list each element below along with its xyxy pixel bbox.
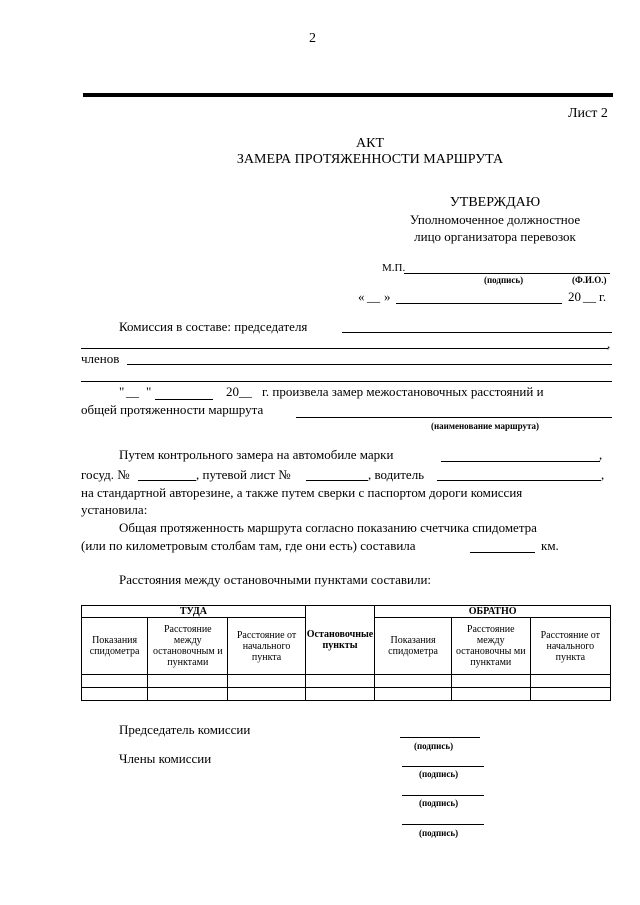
chairman-signature-caption: (подпись) <box>414 741 454 751</box>
approval-year-prefix: 20 <box>568 289 581 304</box>
table-cell[interactable] <box>305 675 374 688</box>
col-stops: Остановочные пункты <box>305 606 374 675</box>
table-cell[interactable] <box>530 675 610 688</box>
measurement-year[interactable]: 20__ <box>226 384 252 399</box>
table-cell[interactable] <box>148 675 228 688</box>
measurement-text-line1: г. произвела замер межостановочных расстояний и <box>262 384 544 399</box>
approval-date-open-quote: « <box>358 289 365 304</box>
member-signature-caption-3: (подпись) <box>419 828 459 838</box>
waybill-label: , путевой лист № <box>196 467 291 482</box>
route-name-line[interactable] <box>296 417 612 418</box>
col-from-start-forward: Расстояние от начального пункта <box>228 618 305 675</box>
header-rule <box>83 93 613 97</box>
member-signature-line-1[interactable] <box>402 766 484 767</box>
act-subtitle: ЗАМЕРА ПРОТЯЖЕННОСТИ МАРШРУТА <box>236 152 504 167</box>
driver-label: , водитель <box>368 467 425 482</box>
vehicle-line4: установила: <box>81 502 148 517</box>
members-continuation-line[interactable] <box>81 381 612 382</box>
member-signature-line-2[interactable] <box>402 795 484 796</box>
commission-comma: , <box>607 336 611 351</box>
approval-fio-caption: (Ф.И.О.) <box>572 275 607 285</box>
table-cell[interactable] <box>375 675 452 688</box>
table-cell[interactable] <box>148 688 228 701</box>
page-number: 2 <box>309 31 316 46</box>
chairman-name-line[interactable] <box>342 332 612 333</box>
plate-number-line[interactable] <box>138 480 196 481</box>
table-cell[interactable] <box>82 675 148 688</box>
table-row <box>82 688 611 701</box>
approval-year-blank[interactable]: __ <box>583 289 596 304</box>
table-cell[interactable] <box>530 688 610 701</box>
measurement-date-quote-close: " <box>146 384 152 399</box>
col-between-back: Расстояние между остановочны ми пунктами <box>451 618 530 675</box>
approval-year-suffix: г. <box>599 289 607 304</box>
commission-label: Комиссия в составе: председателя <box>119 319 308 334</box>
vehicle-make-line[interactable] <box>441 461 600 462</box>
measurement-month-line[interactable] <box>155 399 213 400</box>
table-row <box>82 675 611 688</box>
sheet-label: Лист 2 <box>568 106 608 121</box>
approval-line1: Уполномоченное должностное <box>409 212 581 227</box>
member-signature-caption-1: (подпись) <box>419 769 459 779</box>
col-between-forward: Расстояние между остановочным и пунктами <box>148 618 228 675</box>
vehicle-line2-end: , <box>601 467 605 482</box>
approval-date-month-line[interactable] <box>396 303 562 304</box>
waybill-number-line[interactable] <box>306 480 368 481</box>
table-cell[interactable] <box>82 688 148 701</box>
approval-heading: УТВЕРЖДАЮ <box>449 195 541 210</box>
members-label: членов <box>81 351 120 366</box>
plate-label: госуд. № <box>81 467 130 482</box>
signature-fio-line[interactable] <box>404 273 610 274</box>
col-odometer-forward: Показания спидометра <box>82 618 148 675</box>
chairman-continuation-line[interactable] <box>81 348 608 349</box>
group-forward-header: ТУДА <box>82 606 306 618</box>
members-names-line[interactable] <box>127 364 612 365</box>
chairman-label: Председатель комиссии <box>119 722 251 737</box>
route-caption: (наименование маршрута) <box>431 421 540 431</box>
vehicle-line1: Путем контрольного замера на автомобиле марки <box>119 447 394 462</box>
measurement-date-day[interactable]: __ <box>126 384 139 399</box>
seal-label: М.П. <box>382 262 406 274</box>
total-km-line[interactable] <box>470 552 535 553</box>
member-signature-caption-2: (подпись) <box>419 798 459 808</box>
vehicle-line1-end: , <box>599 447 603 462</box>
act-title: АКТ <box>356 136 384 151</box>
vehicle-line3: на стандартной авторезине, а также путем сверки с паспортом дороги комиссия <box>81 485 523 500</box>
table-cell[interactable] <box>305 688 374 701</box>
group-back-header: ОБРАТНО <box>375 606 611 618</box>
approval-signature-caption: (подпись) <box>484 275 524 285</box>
total-unit: км. <box>541 538 559 553</box>
total-line2: (или по километровым столбам там, где они есть) составила <box>81 538 416 553</box>
table-cell[interactable] <box>451 688 530 701</box>
member-signature-line-3[interactable] <box>402 824 484 825</box>
members-signature-label: Члены комиссии <box>119 751 212 766</box>
approval-date-day[interactable]: __ <box>367 289 380 304</box>
approval-date-close-quote: » <box>384 289 391 304</box>
distances-heading: Расстояния между остановочными пунктами составили: <box>119 572 432 587</box>
col-odometer-back: Показания спидометра <box>375 618 452 675</box>
measurement-text-line2: общей протяженности маршрута <box>81 402 264 417</box>
total-line1: Общая протяженность маршрута согласно показанию счетчика спидометра <box>119 520 537 535</box>
table-cell[interactable] <box>228 688 305 701</box>
table-cell[interactable] <box>375 688 452 701</box>
distances-table <box>81 605 611 701</box>
table-cell[interactable] <box>451 675 530 688</box>
driver-name-line[interactable] <box>437 480 601 481</box>
measurement-date-quote-open: " <box>119 384 125 399</box>
col-from-start-back: Расстояние от начального пункта <box>530 618 610 675</box>
chairman-signature-line[interactable] <box>400 737 480 738</box>
approval-line2: лицо организатора перевозок <box>414 229 576 244</box>
table-cell[interactable] <box>228 675 305 688</box>
